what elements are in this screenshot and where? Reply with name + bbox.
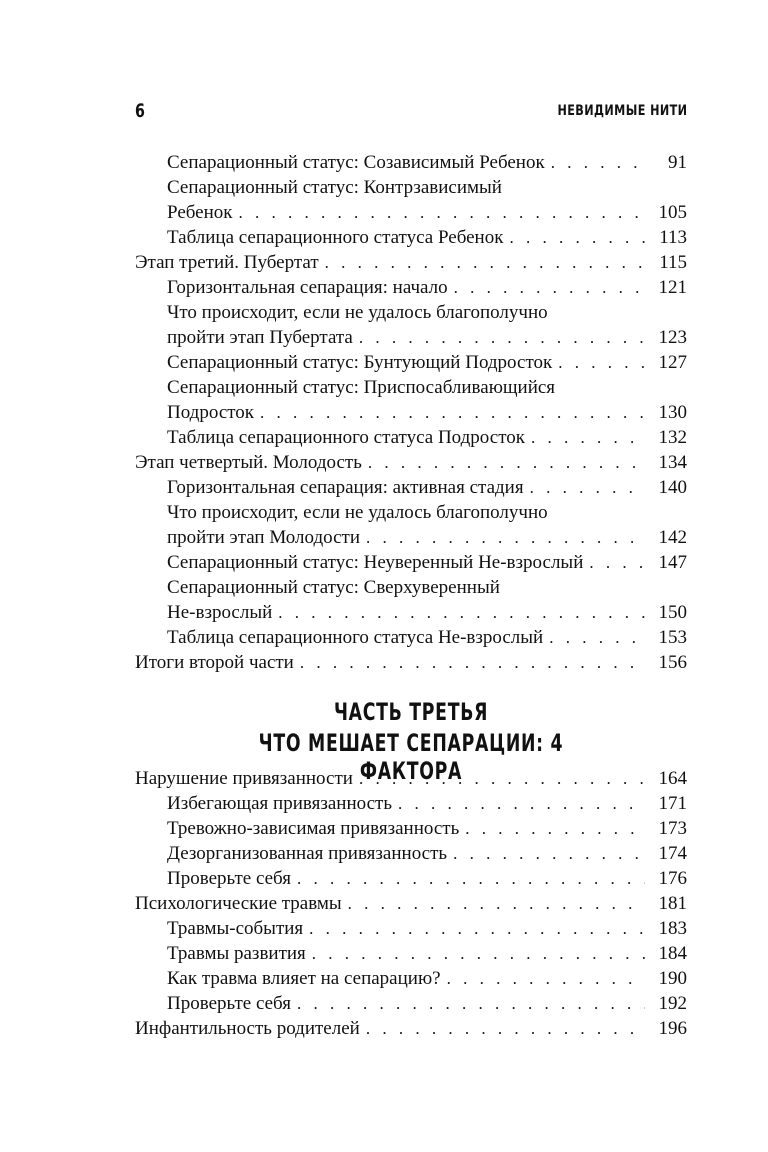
toc-line xyxy=(135,150,687,175)
toc-line xyxy=(135,375,687,400)
part-three-subtitle: ЧТО МЕШАЕТ СЕПАРАЦИИ: 4 ФАКТОРА xyxy=(258,729,564,785)
dot-leader xyxy=(278,600,645,625)
toc-page-number: 140 xyxy=(658,477,687,498)
toc-entry-title: Сепарационный статус: Бунтующий Подросток xyxy=(167,352,553,373)
running-title: НЕВИДИМЫЕ НИТИ xyxy=(557,103,687,119)
toc-line xyxy=(135,175,687,200)
toc-entry-title: Травмы-события xyxy=(167,918,304,939)
toc-line xyxy=(135,816,687,841)
dot-leader xyxy=(531,425,645,450)
dot-leader xyxy=(465,816,645,841)
toc-entry[interactable] xyxy=(135,425,687,450)
toc-entry[interactable] xyxy=(135,866,687,891)
toc-entry[interactable] xyxy=(135,1016,687,1041)
toc-entry-title: Проверьте себя xyxy=(167,993,291,1014)
page-number: 6 xyxy=(135,100,145,122)
toc-line xyxy=(135,766,687,791)
toc-page-number: 113 xyxy=(659,227,687,248)
toc-entry-title: Таблица сепарационного статуса Подросток xyxy=(167,427,525,448)
toc-entry-title: Таблица сепарационного статуса Ребенок xyxy=(167,227,504,248)
toc-entry[interactable] xyxy=(135,225,687,250)
dot-leader xyxy=(530,475,645,500)
toc-entry[interactable] xyxy=(135,941,687,966)
dot-leader xyxy=(551,150,645,175)
toc-entry[interactable] xyxy=(135,150,687,175)
dot-leader xyxy=(239,200,646,225)
toc-entry[interactable] xyxy=(135,966,687,991)
toc-page-number: 184 xyxy=(658,943,687,964)
toc-list-part-three xyxy=(135,766,687,1041)
toc-entry-title: Сепарационный статус: Сверхуверенный xyxy=(167,577,500,598)
toc-line xyxy=(135,275,687,300)
dot-leader xyxy=(398,791,645,816)
toc-line xyxy=(135,941,687,966)
toc-entry-title: Что происходит, если не удалось благополучно xyxy=(167,302,548,323)
toc-entry-title: Дезорганизованная привязанность xyxy=(167,843,448,864)
toc-entry-title: Ребенок xyxy=(167,202,233,223)
dot-leader xyxy=(325,250,645,275)
toc-line xyxy=(135,891,687,916)
toc-line xyxy=(135,650,687,675)
toc-entry-title: Подросток xyxy=(167,402,255,423)
dot-leader xyxy=(366,525,645,550)
dot-leader xyxy=(558,350,645,375)
dot-leader xyxy=(297,991,645,1016)
toc-entry-title: Нарушение привязанности xyxy=(135,768,353,789)
dot-leader xyxy=(260,400,645,425)
toc-entry-title: Сепарационный статус: Неуверенный Не-взрослый xyxy=(167,552,584,573)
toc-entry-title: Что происходит, если не удалось благополучно xyxy=(167,502,548,523)
toc-entry[interactable] xyxy=(135,175,687,225)
toc-entry[interactable] xyxy=(135,841,687,866)
toc-line xyxy=(135,350,687,375)
toc-page-number: 134 xyxy=(658,452,687,473)
toc-line xyxy=(135,866,687,891)
toc-page-number: 105 xyxy=(658,202,687,223)
dot-leader xyxy=(359,766,645,791)
dot-leader xyxy=(366,1016,645,1041)
toc-entry[interactable] xyxy=(135,300,687,350)
toc-page-number: 176 xyxy=(658,868,687,889)
toc-entry[interactable] xyxy=(135,375,687,425)
dot-leader xyxy=(309,916,645,941)
toc-entry[interactable] xyxy=(135,450,687,475)
toc-line xyxy=(135,475,687,500)
toc-entry-title: Сепарационный статус: Приспосабливающийся xyxy=(167,377,556,398)
dot-leader xyxy=(300,650,645,675)
toc-page-number: 123 xyxy=(658,327,687,348)
toc-entry-title: Этап четвертый. Молодость xyxy=(135,452,362,473)
dot-leader xyxy=(359,325,645,350)
toc-entry-title: Этап третий. Пубертат xyxy=(135,252,319,273)
toc-page-number: 115 xyxy=(659,252,687,273)
toc-line xyxy=(135,400,687,425)
toc-line xyxy=(135,500,687,525)
toc-entry-title: Инфантильность родителей xyxy=(135,1018,360,1039)
toc-entry-title: Горизонтальная сепарация: активная стадия xyxy=(167,477,524,498)
toc-page-number: 183 xyxy=(658,918,687,939)
toc-entry[interactable] xyxy=(135,916,687,941)
toc-line xyxy=(135,791,687,816)
toc-line xyxy=(135,450,687,475)
toc-entry[interactable] xyxy=(135,550,687,575)
toc-page-number: 150 xyxy=(658,602,687,623)
dot-leader xyxy=(549,625,645,650)
toc-page-number: 147 xyxy=(658,552,687,573)
toc-entry-title: Тревожно-зависимая привязанность xyxy=(167,818,460,839)
toc-entry-title: пройти этап Молодости xyxy=(167,527,360,548)
toc-entry-title: Не-взрослый xyxy=(167,602,273,623)
toc-page-number: 171 xyxy=(658,793,687,814)
toc-entry-title: Сепарационный статус: Контрзависимый xyxy=(167,177,502,198)
toc-line xyxy=(135,916,687,941)
toc-entry[interactable] xyxy=(135,625,687,650)
dot-leader xyxy=(589,550,645,575)
toc-line xyxy=(135,200,687,225)
toc-entry[interactable] xyxy=(135,475,687,500)
toc-entry-title: Избегающая привязанность xyxy=(167,793,392,814)
toc-entry[interactable] xyxy=(135,650,687,675)
toc-page-number: 127 xyxy=(658,352,687,373)
toc-line xyxy=(135,991,687,1016)
dot-leader xyxy=(368,450,645,475)
toc-page-number: 173 xyxy=(658,818,687,839)
toc-line xyxy=(135,300,687,325)
toc-page-number: 91 xyxy=(668,152,687,173)
toc-page-number: 192 xyxy=(658,993,687,1014)
toc-line xyxy=(135,966,687,991)
toc-line xyxy=(135,1016,687,1041)
dot-leader xyxy=(348,891,645,916)
toc-line xyxy=(135,325,687,350)
dot-leader xyxy=(447,966,645,991)
toc-line xyxy=(135,425,687,450)
toc-line xyxy=(135,550,687,575)
toc-page-number: 142 xyxy=(658,527,687,548)
toc-entry[interactable] xyxy=(135,766,687,791)
toc-entry-title: Проверьте себя xyxy=(167,868,291,889)
page-header xyxy=(135,100,687,130)
toc-page-number: 130 xyxy=(658,402,687,423)
toc-entry-title: Психологические травмы xyxy=(135,893,342,914)
toc-entry[interactable] xyxy=(135,791,687,816)
toc-entry[interactable] xyxy=(135,575,687,625)
dot-leader xyxy=(453,841,645,866)
toc-line xyxy=(135,225,687,250)
toc-page-number: 190 xyxy=(658,968,687,989)
toc-entry-title: пройти этап Пубертата xyxy=(167,327,353,348)
toc-entry-title: Травмы развития xyxy=(167,943,306,964)
toc-entry[interactable] xyxy=(135,816,687,841)
toc-list-part-two xyxy=(135,150,687,675)
toc-line xyxy=(135,575,687,600)
toc-entry-title: Итоги второй части xyxy=(135,652,294,673)
toc-line xyxy=(135,625,687,650)
toc-entry[interactable] xyxy=(135,500,687,550)
toc-entry[interactable] xyxy=(135,275,687,300)
toc-entry-title: Горизонтальная сепарация: начало xyxy=(167,277,448,298)
dot-leader xyxy=(509,225,645,250)
toc-entry-title: Сепарационный статус: Созависимый Ребенок xyxy=(167,152,545,173)
dot-leader xyxy=(312,941,645,966)
toc-page-number: 121 xyxy=(658,277,687,298)
toc-page-number: 174 xyxy=(658,843,687,864)
toc-entry[interactable] xyxy=(135,991,687,1016)
dot-leader xyxy=(297,866,645,891)
toc-line xyxy=(135,600,687,625)
toc-entry[interactable] xyxy=(135,250,687,275)
toc-line xyxy=(135,250,687,275)
toc-page-number: 153 xyxy=(658,627,687,648)
toc-page-number: 156 xyxy=(658,652,687,673)
toc-page-number: 164 xyxy=(658,768,687,789)
toc-line xyxy=(135,525,687,550)
toc-entry[interactable] xyxy=(135,891,687,916)
toc-entry-title: Как травма влияет на сепарацию? xyxy=(167,968,441,989)
part-three-title: ЧАСТЬ ТРЕТЬЯ xyxy=(333,698,489,726)
toc-page-number: 196 xyxy=(658,1018,687,1039)
toc-entry[interactable] xyxy=(135,350,687,375)
toc-page-number: 181 xyxy=(658,893,687,914)
toc-line xyxy=(135,841,687,866)
toc-page-number: 132 xyxy=(658,427,687,448)
toc-entry-title: Таблица сепарационного статуса Не-взрослый xyxy=(167,627,544,648)
dot-leader xyxy=(454,275,645,300)
